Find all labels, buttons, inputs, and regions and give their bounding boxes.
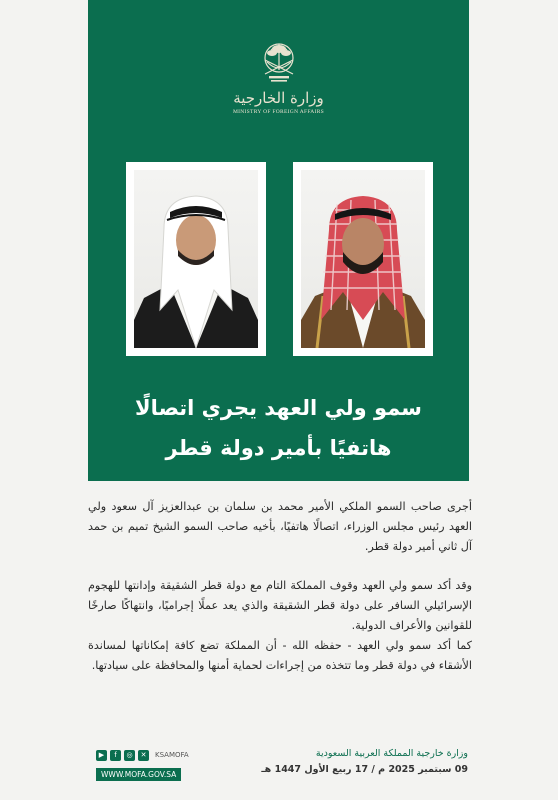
headline (88, 388, 469, 468)
facebook-icon[interactable]: f (110, 750, 121, 761)
portrait-crown-prince-image (301, 170, 425, 348)
social-icons (96, 748, 206, 762)
portrait-amir-qatar-image (134, 170, 258, 348)
ministry-emblem-icon (257, 40, 301, 88)
publication-date: 09 سبتمبر 2025 م / 17 ربيع الأول 1447 هـ (261, 764, 468, 775)
footer-ministry-name: وزارة خارجية المملكة العربية السعودية (315, 748, 468, 759)
paragraph-2: وقد أكد سمو ولي العهد وقوف المملكة التام مع دولة قطر الشقيقة وإدانتها للهجوم الإسرائيلي السافر على دولة قطر الشقيقة والذي يعد عملًا إجراميًا، وانتهاكًا صارخًا للقوانين والأعراف الدولية. (88, 579, 472, 632)
ministry-name-english: MINISTRY OF FOREIGN AFFAIRS (232, 109, 325, 115)
youtube-icon[interactable]: ▶ (96, 750, 107, 761)
ministry-name-arabic: وزارة الخارجية (233, 89, 324, 107)
article-body (88, 497, 472, 695)
ministry-logo (88, 40, 469, 125)
footer-contact (96, 748, 206, 781)
headline-line-1: سمو ولي العهد يجري اتصالًا (135, 396, 422, 420)
social-handle: KSAMOFA (155, 751, 189, 759)
website-link[interactable]: WWW.MOFA.GOV.SA (96, 768, 181, 781)
paragraph-3: كما أكد سمو ولي العهد - حفظه الله - أن المملكة تضع كافة إمكاناتها لمساندة الأشقاء في دولة قطر وما تتخذه من إجراءات لحماية أمنها والمحافظة على سيادتها. (88, 639, 472, 672)
portrait-frame-crown-prince (293, 162, 433, 356)
footer-ministry-date (261, 746, 468, 778)
portrait-frame-amir-qatar (126, 162, 266, 356)
instagram-icon[interactable]: ◎ (124, 750, 135, 761)
portrait-crown-prince (301, 170, 425, 348)
paragraph-1: أجرى صاحب السمو الملكي الأمير محمد بن سلمان بن عبدالعزيز آل سعود ولي العهد رئيس مجلس الوزراء، اتصالًا هاتفيًا، بأخيه صاحب السمو الشيخ تميم بن حمد آل ثاني أمير دولة قطر. (88, 500, 472, 553)
x-icon[interactable]: ✕ (138, 750, 149, 761)
portrait-amir-qatar (134, 170, 258, 348)
headline-line-2: هاتفيًا بأمير دولة قطر (165, 436, 392, 460)
hero-panel (88, 0, 469, 481)
